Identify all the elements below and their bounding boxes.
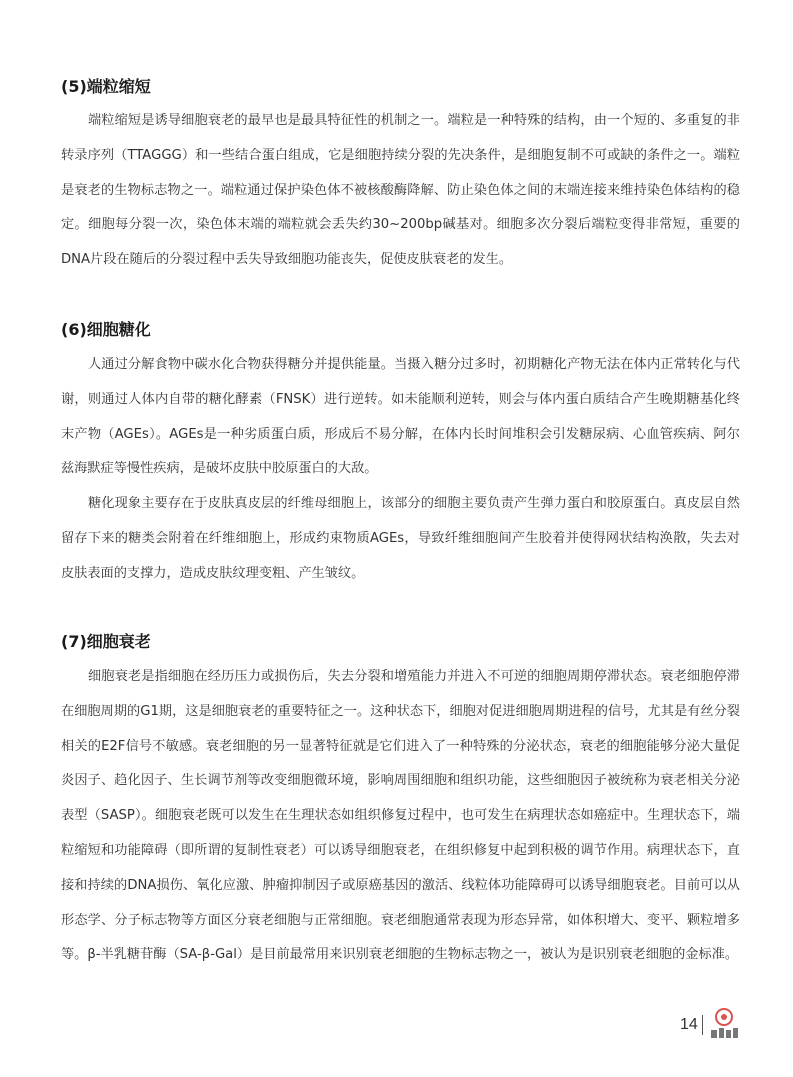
paragraph-telomere: 端粒缩短是诱导细胞衰老的最早也是最具特征性的机制之一。端粒是一种特殊的结构，由一个短的、多重复的非转录序列（TTAGGG）和一些结合蛋白组成，它是细胞持续分裂的先决条件，是细胞复制不可或缺的条件之一。端粒是衰老的生物标志物之一。端粒通过保护染色体不被核酸酶降解、防止染色体之间的末端连接来维持染色体结构的稳定。细胞每分裂一次，染色体末端的端粒就会丢失约30~200bp碱基对。细胞多次分裂后端粒变得非常短，重要的DNA片段在随后的分裂过程中丢失导致细胞功能丧失，促使皮肤衰老的发生。 xyxy=(61,113,740,268)
footer-divider xyxy=(702,1015,703,1035)
section-title-senescence: (7)细胞衰老 xyxy=(61,632,151,651)
paragraph-glycation-2: 糖化现象主要存在于皮肤真皮层的纤维母细胞上，该部分的细胞主要负责产生弹力蛋白和胶原蛋白。真皮层自然留存下来的糖类会附着在纤维细胞上，形成约束物质AGEs，导致纤维细胞间产生胶着并使得网状结构涣散，失去对皮肤表面的支撑力，造成皮肤纹理变粗、产生皱纹。 xyxy=(61,496,740,581)
paragraph-senescence: 细胞衰老是指细胞在经历压力或损伤后，失去分裂和增殖能力并进入不可逆的细胞周期停滞状态。衰老细胞停滞在细胞周期的G1期，这是细胞衰老的重要特征之一。这种状态下，细胞对促进细胞周期进程的信号，尤其是有丝分裂相关的E2F信号不敏感。衰老细胞的另一显著特征就是它们进入了一种特殊的分泌状态，衰老的细胞能够分泌大量促炎因子、趋化因子、生长调节剂等改变细胞微环境，影响周围细胞和组织功能，这些细胞因子被统称为衰老相关分泌表型（SASP）。细胞衰老既可以发生在生理状态如组织修复过程中，也可发生在病理状态如癌症中。生理状态下，端粒缩短和功能障碍（即所谓的复制性衰老）可以诱导细胞衰老，在组织修复中起到积极的调节作用。病理状态下，直接和持续的DNA损伤、氧化应激、肿瘤抑制因子或原癌基因的激活、线粒体功能障碍可以诱导细胞衰老。目前可以从形态学、分子标志物等方面区分衰老细胞与正常细胞。衰老细胞通常表现为形态异常，如体积增大、变平、颗粒增多等。β-半乳糖苷酶（SA-β-Gal）是目前最常用来识别衰老细胞的生物标志物之一，被认为是识别衰老细胞的金标准。 xyxy=(61,669,740,963)
section-title-glycation: (6)细胞糖化 xyxy=(61,320,151,339)
paragraph-glycation-1: 人通过分解食物中碳水化合物获得糖分并提供能量。当摄入糖分过多时，初期糖化产物无法在体内正常转化与代谢，则通过人体内自带的糖化酵素（FNSK）进行逆转。如未能顺利逆转，则会与体内蛋白质结合产生晚期糖基化终末产物（AGEs）。AGEs是一种劣质蛋白质，形成后不易分解，在体内长时间堆积会引发糖尿病、心血管疾病、阿尔兹海默症等慢性疾病，是破坏皮肤中胶原蛋白的大敌。 xyxy=(61,357,740,477)
section-title-telomere: (5)端粒缩短 xyxy=(61,77,151,96)
brand-logo-icon xyxy=(708,1006,740,1040)
page-number: 14 xyxy=(680,1016,698,1033)
